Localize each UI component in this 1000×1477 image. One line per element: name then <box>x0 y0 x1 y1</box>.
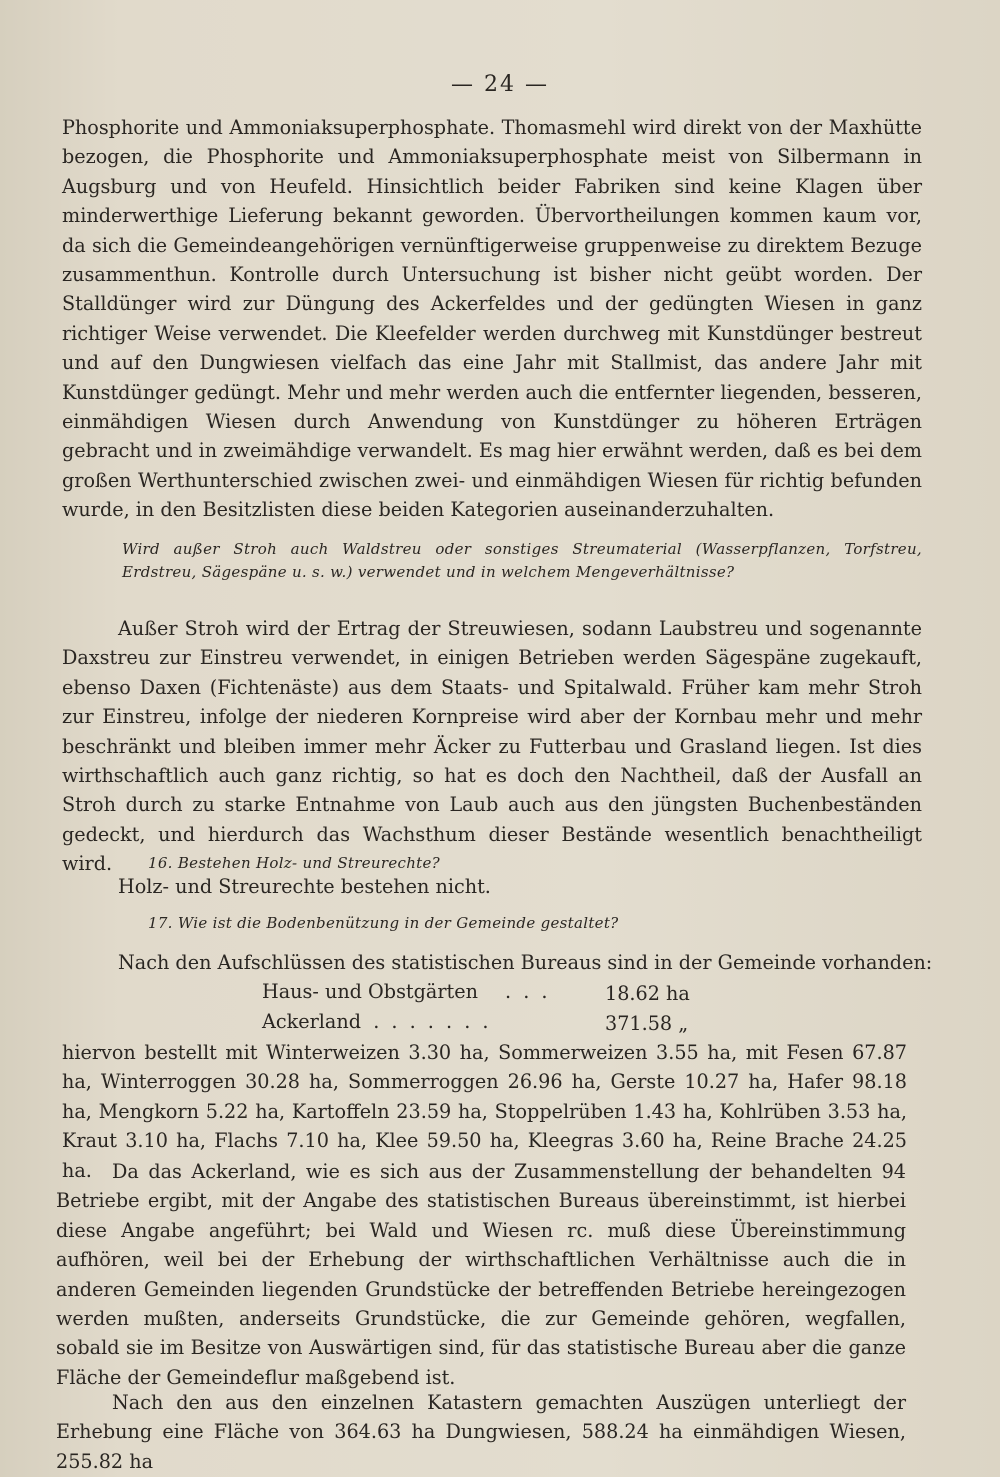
land-dots: . . . <box>505 980 551 1003</box>
land-label: Haus- und Obstgärten <box>262 980 478 1003</box>
land-value: 371.58 „ <box>605 1012 689 1035</box>
paragraph-text: Außer Stroh wird der Ertrag der Streuwiesen, sodann Laubstreu und sogenannte Daxstreu zur Einstreu verwendet, in einigen Betrieben werden Sägespäne zugekauft, ebenso Daxen (Fichtenäste) aus dem Staats- und Spitalwald. Früher kam mehr Stroh zur Einstreu, infolge der niederen Kornpreise wird aber der Kornbau mehr und mehr beschränkt und bleiben immer mehr Äcker zu Futterbau und Grasland liegen. Ist dies wirthschaftlich auch ganz richtig, so hat es doch den Nachtheil, daß der Ausfall an Stroh durch zu starke Entnahme von Laub auch aus den jüngsten Buchenbeständen gedeckt, und hierdurch das Wachsthum dieser Bestände wesentlich benachtheiligt wird. <box>62 617 922 876</box>
paragraph-text: hiervon bestellt mit Winterweizen 3.30 ha, Sommerweizen 3.55 ha, mit Fesen 67.87 ha, Winterroggen 30.28 ha, Sommerroggen 26.96 ha, Gerste 10.27 ha, Hafer 98.18 ha, Mengkorn 5.22 ha, Kartoffeln 23.59 ha, Stoppelrüben 1.43 ha, Kohlrüben 3.53 ha, Kraut 3.10 ha, Flachs 7.10 ha, Klee 59.50 ha, Kleegras 3.60 ha, Reine Brache 24.25 ha. <box>62 1041 907 1182</box>
paragraph-fertilizer <box>62 113 922 525</box>
paragraph-text: Da das Ackerland, wie es sich aus der Zusammenstellung der behandelten 94 Betriebe ergibt, mit der Angabe des statistischen Bureaus übereinstimmt, ist hierbei diese Angabe angeführt; bei Wald und Wiesen rc. muß diese Übereinstimmung aufhören, weil bei der Erhebung der wirthschaftlichen Verhältnisse auch die in anderen Gemeinden liegenden Grundstücke der betreffenden Betriebe hereingezogen werden mußten, anderseits Grundstücke, die zur Gemeinde gehören, wegfallen, sobald sie im Besitze von Auswärtigen sind, für das statistische Bureau aber die ganze Fläche der Gemeindeflur maßgebend ist. <box>56 1160 906 1389</box>
paragraph-litter <box>62 614 922 879</box>
question-16: 16. Bestehen Holz- und Streurechte? <box>148 854 440 872</box>
land-label: Ackerland <box>262 1010 361 1033</box>
paragraph-comparison <box>56 1157 906 1392</box>
paragraph-text: Nach den aus den einzelnen Katastern gemachten Auszügen unterliegt der Erhebung eine Fläche von 364.63 ha Dungwiesen, 588.24 ha einmähdigen Wiesen, 255.82 ha <box>56 1391 906 1473</box>
answer-16: Holz- und Streurechte bestehen nicht. <box>118 875 491 898</box>
page-number: — 24 — <box>451 72 549 97</box>
question-litter: Wird außer Stroh auch Waldstreu oder sonstiges Streumaterial (Wasserpflanzen, Torfstreu, Erdstreu, Sägespäne u. s. w.) verwendet und in welchem Mengeverhältnisse? <box>122 540 922 581</box>
paragraph-statistics-intro: Nach den Aufschlüssen des statistischen Bureaus sind in der Gemeinde vorhanden: <box>118 951 933 974</box>
paragraph-cadastre <box>56 1388 906 1476</box>
paragraph-text: Phosphorite und Ammoniaksuperphosphate. Thomasmehl wird direkt von der Maxhütte bezogen, die Phosphorite und Ammoniaksuperphosphate meist von Silbermann in Augsburg und von Heufeld. Hinsichtlich beider Fabriken sind keine Klagen über minderwerthige Lieferung bekannt geworden. Übervortheilungen kommen kaum vor, da sich die Gemeindeangehörigen vernünftigerweise gruppenweise zu direktem Bezuge zusammenthun. Kontrolle durch Untersuchung ist bisher nicht geübt worden. Der Stalldünger wird zur Düngung des Ackerfeldes und der gedüngten Wiesen in ganz richtiger Weise verwendet. Die Kleefelder werden durchweg mit Kunstdünger bestreut und auf den Dungwiesen vielfach das eine Jahr mit Stallmist, das andere Jahr mit Kunstdünger gedüngt. Mehr und mehr werden auch die entfernter liegenden, besseren, einmähdigen Wiesen durch Anwendung von Kunstdünger zu höheren Erträgen gebracht und in zweimähdige verwandelt. Es mag hier erwähnt werden, daß es bei dem großen Werthunterschied zwischen zwei- und einmähdigen Wiesen für richtig befunden wurde, in den Besitzlisten diese beiden Kategorien auseinanderzuhalten. <box>62 116 922 522</box>
land-dots: . . . . . . . . <box>355 1010 492 1033</box>
question-17: 17. Wie ist die Bodenbenützung in der Gemeinde gestaltet? <box>148 914 619 932</box>
land-value: 18.62 ha <box>605 982 690 1005</box>
